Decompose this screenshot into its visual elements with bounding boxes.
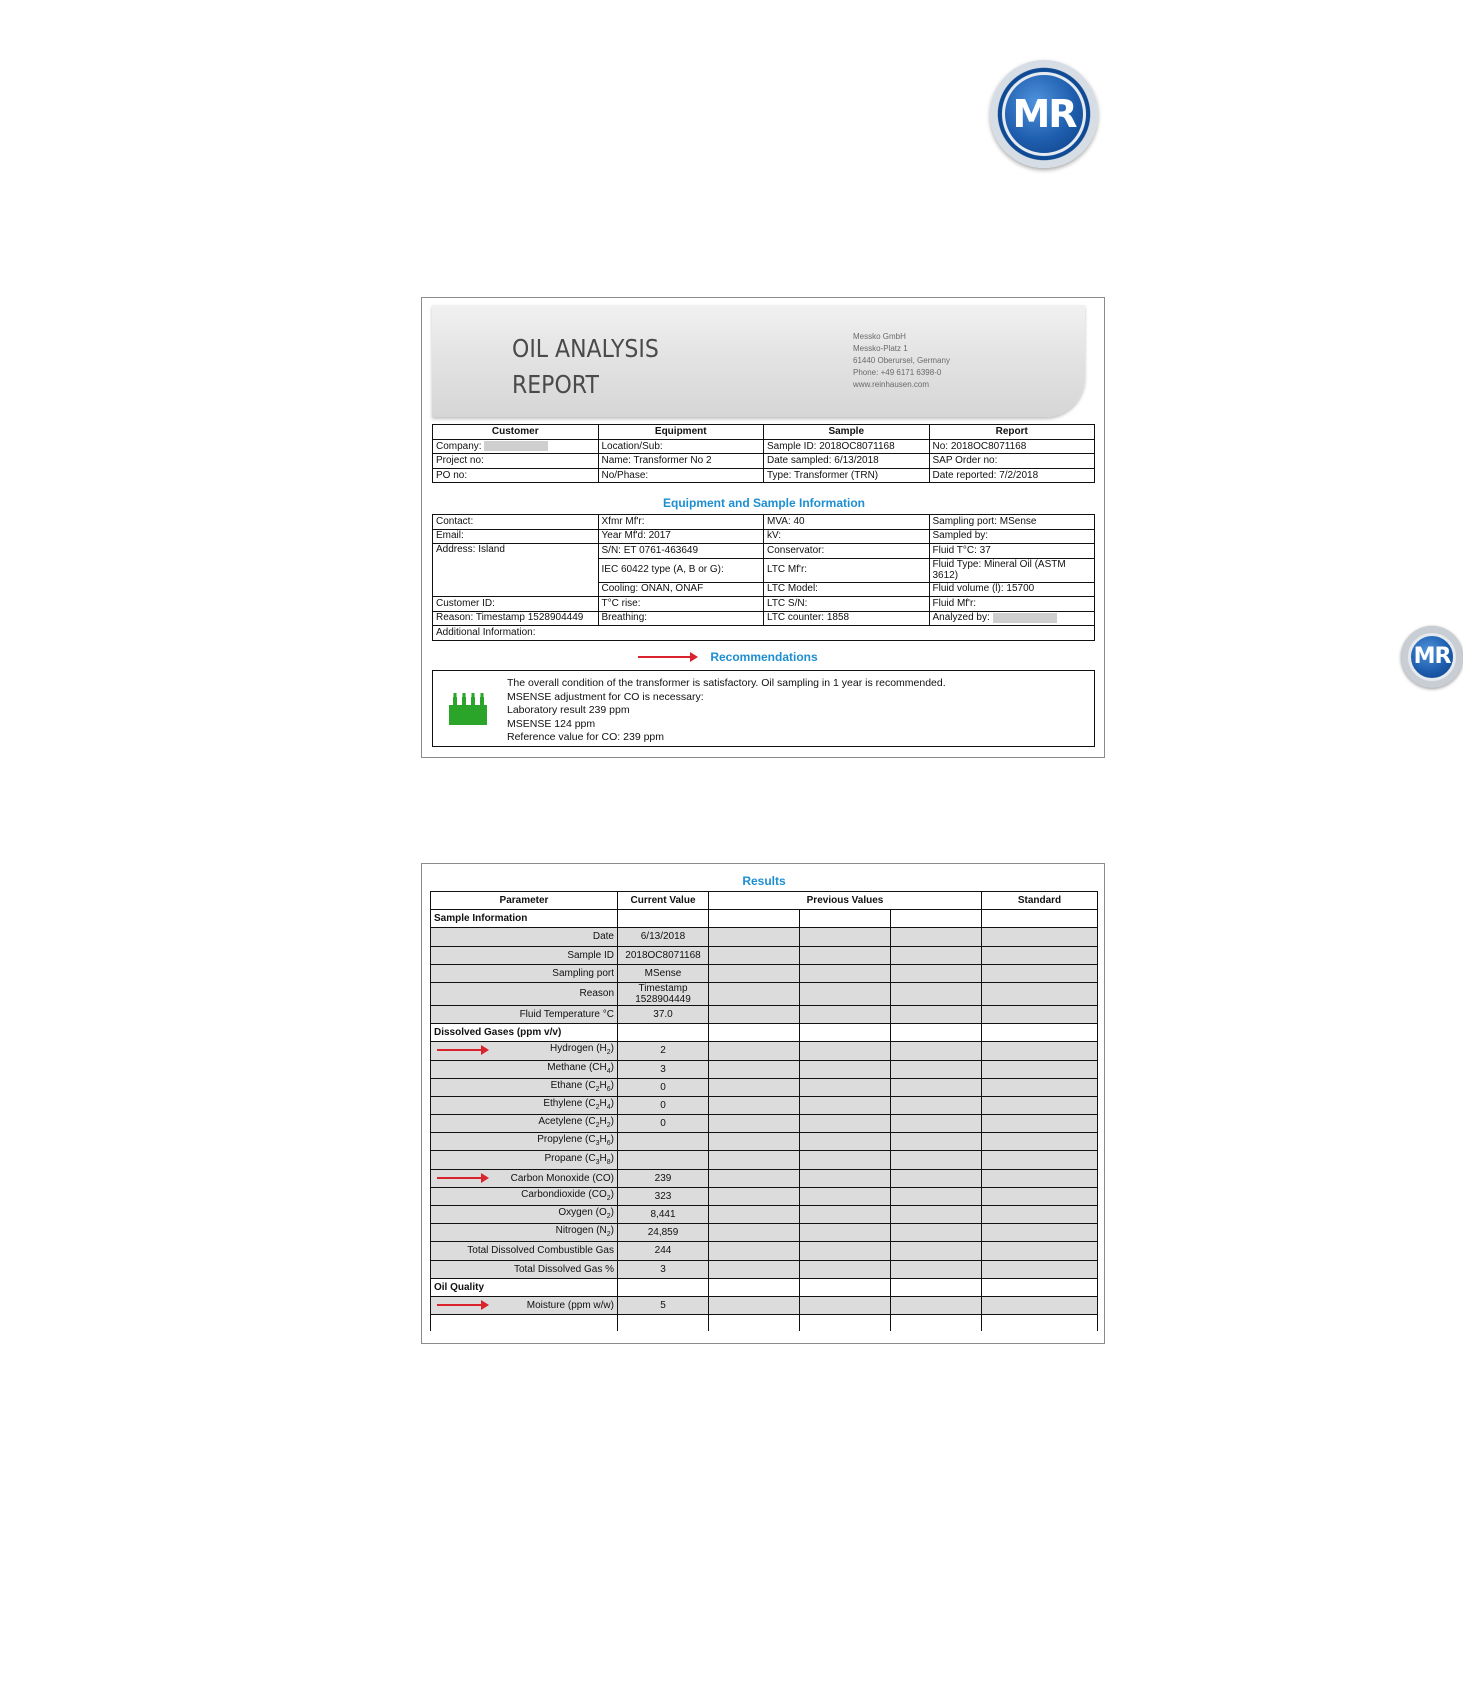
recommendations-text bbox=[507, 677, 946, 745]
cell bbox=[800, 1060, 891, 1078]
results-preview bbox=[421, 863, 1105, 1344]
gas-formula: $(C_3H_8)$ bbox=[585, 1152, 614, 1166]
cell: Name: Transformer No 2 bbox=[598, 454, 764, 469]
cell bbox=[709, 1260, 800, 1278]
cell bbox=[709, 946, 800, 964]
logo-text: MR bbox=[1413, 644, 1451, 670]
section-oil-quality bbox=[431, 1278, 1098, 1296]
report-banner bbox=[432, 305, 1085, 417]
cell bbox=[800, 1224, 891, 1242]
current-value: 5 bbox=[618, 1296, 709, 1314]
cell bbox=[891, 1169, 982, 1187]
banner-logo bbox=[1401, 626, 1463, 688]
address-line: Messko GmbH bbox=[853, 332, 906, 341]
parameter-label bbox=[431, 1296, 618, 1314]
red-arrow-icon bbox=[437, 1177, 487, 1179]
cell bbox=[982, 946, 1098, 964]
cell bbox=[982, 1151, 1098, 1169]
current-value: Timestamp 1528904449 bbox=[618, 982, 709, 1005]
cell bbox=[982, 1260, 1098, 1278]
table-row bbox=[431, 1224, 1098, 1242]
cell bbox=[709, 1296, 800, 1314]
table-row bbox=[431, 1078, 1098, 1096]
cell: Xfmr Mf'r: bbox=[598, 515, 764, 530]
cell bbox=[709, 1278, 800, 1296]
cell bbox=[709, 910, 800, 928]
cell: Additional Information: bbox=[433, 626, 1095, 641]
gas-formula: $(CO_2)$ bbox=[588, 1188, 614, 1202]
report-title-line1: OIL ANALYSIS bbox=[512, 334, 659, 363]
current-value: MSense bbox=[618, 964, 709, 982]
cell bbox=[891, 1296, 982, 1314]
label-text: Sampling port bbox=[552, 967, 614, 979]
gas-name: Hydrogen bbox=[550, 1043, 594, 1055]
cell bbox=[982, 1115, 1098, 1133]
cell bbox=[891, 1096, 982, 1114]
cell bbox=[891, 1206, 982, 1224]
cell bbox=[800, 1133, 891, 1151]
cell: Address: Island bbox=[433, 544, 599, 597]
cell bbox=[800, 910, 891, 928]
cell bbox=[709, 1242, 800, 1260]
gas-name: Ethylene bbox=[543, 1097, 583, 1109]
cell bbox=[982, 964, 1098, 982]
cell bbox=[800, 1096, 891, 1114]
cell: Breathing: bbox=[598, 611, 764, 626]
oil-samples-icon bbox=[449, 691, 487, 725]
cell: SAP Order no: bbox=[929, 454, 1095, 469]
parameter-label bbox=[431, 1005, 618, 1023]
table-row bbox=[431, 1005, 1098, 1023]
table-row bbox=[431, 1060, 1098, 1078]
cell: Email: bbox=[433, 529, 599, 544]
table-row bbox=[431, 1096, 1098, 1114]
cell: Customer ID: bbox=[433, 597, 599, 612]
gas-formula: $(N_2)$ bbox=[596, 1225, 614, 1239]
cell bbox=[800, 982, 891, 1005]
cell: Date reported: 7/2/2018 bbox=[929, 468, 1095, 483]
cell: Fluid volume (l): 15700 bbox=[929, 582, 1095, 597]
cell bbox=[709, 1206, 800, 1224]
gas-name: Nitrogen bbox=[555, 1225, 594, 1237]
cell: Fluid Type: Mineral Oil (ASTM 3612) bbox=[929, 558, 1095, 582]
cell: Project no: bbox=[433, 454, 599, 469]
table-row bbox=[431, 1115, 1098, 1133]
cell bbox=[709, 1078, 800, 1096]
cell: T°C rise: bbox=[598, 597, 764, 612]
cell bbox=[800, 1242, 891, 1260]
cell bbox=[891, 982, 982, 1005]
cell bbox=[891, 1060, 982, 1078]
results-heading: Results bbox=[742, 874, 786, 888]
cell bbox=[891, 1151, 982, 1169]
cell: LTC S/N: bbox=[764, 597, 930, 612]
cell bbox=[800, 1115, 891, 1133]
gas-name: Total Dissolved Gas % bbox=[513, 1263, 614, 1275]
gas-name: Carbondioxide bbox=[521, 1188, 586, 1200]
gas-name: Ethane bbox=[550, 1079, 583, 1091]
cell bbox=[891, 1278, 982, 1296]
cell bbox=[982, 1005, 1098, 1023]
cell: Reason: Timestamp 1528904449 bbox=[433, 611, 599, 626]
current-value: 8,441 bbox=[618, 1206, 709, 1224]
cell bbox=[891, 1078, 982, 1096]
gas-formula: $(C_2H_2)$ bbox=[585, 1116, 614, 1130]
cell bbox=[433, 439, 599, 454]
parameter-label bbox=[431, 946, 618, 964]
current-value bbox=[618, 1133, 709, 1151]
cell bbox=[982, 1169, 1098, 1187]
cell bbox=[891, 1224, 982, 1242]
parameter-label bbox=[431, 1169, 618, 1187]
cell: No: 2018OC8071168 bbox=[929, 439, 1095, 454]
cell: Contact: bbox=[433, 515, 599, 530]
gas-name: Acetylene bbox=[538, 1116, 583, 1128]
cell bbox=[982, 1315, 1098, 1331]
cell: Sampled by: bbox=[929, 529, 1095, 544]
current-value: 3 bbox=[618, 1260, 709, 1278]
cell bbox=[709, 1133, 800, 1151]
cell bbox=[800, 1206, 891, 1224]
report-title bbox=[512, 331, 659, 403]
cell bbox=[982, 1060, 1098, 1078]
cell bbox=[800, 1078, 891, 1096]
cell bbox=[800, 1151, 891, 1169]
parameter-label bbox=[431, 1151, 618, 1169]
cell: LTC counter: 1858 bbox=[764, 611, 930, 626]
company-address bbox=[853, 331, 950, 391]
recommendation-line: Reference value for CO: 239 ppm bbox=[507, 731, 664, 743]
current-value: 24,859 bbox=[618, 1224, 709, 1242]
parameter-label bbox=[431, 964, 618, 982]
logo-text: MR bbox=[1012, 91, 1076, 136]
parameter-label bbox=[431, 1242, 618, 1260]
cell bbox=[982, 1024, 1098, 1042]
cell bbox=[982, 1187, 1098, 1205]
cell bbox=[709, 964, 800, 982]
cell bbox=[800, 946, 891, 964]
label-text: Moisture (ppm w/w) bbox=[526, 1300, 614, 1312]
results-body bbox=[431, 910, 1098, 1331]
analyzed-by-label: Analyzed by: bbox=[932, 612, 990, 624]
cell: Sample ID: 2018OC8071168 bbox=[764, 439, 930, 454]
cell bbox=[800, 1187, 891, 1205]
cell bbox=[982, 982, 1098, 1005]
cell bbox=[929, 611, 1095, 626]
col-customer: Customer bbox=[433, 425, 599, 440]
redacted-value bbox=[993, 613, 1057, 623]
cell bbox=[709, 1115, 800, 1133]
table-row bbox=[431, 964, 1098, 982]
table-row bbox=[431, 1260, 1098, 1278]
cell bbox=[891, 1115, 982, 1133]
parameter-label bbox=[431, 982, 618, 1005]
current-value: 0 bbox=[618, 1078, 709, 1096]
table-row bbox=[431, 1133, 1098, 1151]
recommendations-heading: Recommendations bbox=[710, 650, 818, 664]
cell: PO no: bbox=[433, 468, 599, 483]
report-title-line2: REPORT bbox=[512, 370, 599, 399]
parameter-label bbox=[431, 1096, 618, 1114]
recommendation-line: The overall condition of the transformer is satisfactory. Oil sampling in 1 year is recommended. bbox=[507, 677, 946, 689]
table-row bbox=[431, 1206, 1098, 1224]
table-row bbox=[431, 1151, 1098, 1169]
cell: kV: bbox=[764, 529, 930, 544]
cell bbox=[982, 1242, 1098, 1260]
cell bbox=[800, 1042, 891, 1060]
cell bbox=[800, 1296, 891, 1314]
cell bbox=[891, 1005, 982, 1023]
cell bbox=[709, 1224, 800, 1242]
recommendations-box bbox=[432, 670, 1095, 747]
col-previous-values: Previous Values bbox=[709, 892, 982, 910]
cell bbox=[891, 946, 982, 964]
parameter-label bbox=[431, 1187, 618, 1205]
cell: IEC 60422 type (A, B or G): bbox=[598, 558, 764, 582]
label-text: Sample ID bbox=[567, 949, 614, 961]
cell bbox=[709, 1024, 800, 1042]
cell: Type: Transformer (TRN) bbox=[764, 468, 930, 483]
cell bbox=[891, 1315, 982, 1331]
cell: LTC Mf'r: bbox=[764, 558, 930, 582]
cell bbox=[891, 928, 982, 946]
cell bbox=[709, 1005, 800, 1023]
parameter-label bbox=[431, 1133, 618, 1151]
recommendation-line: Laboratory result 239 ppm bbox=[507, 704, 630, 716]
cell bbox=[618, 1024, 709, 1042]
current-value: 3 bbox=[618, 1060, 709, 1078]
current-value: 37.0 bbox=[618, 1005, 709, 1023]
current-value: 239 bbox=[618, 1169, 709, 1187]
current-value bbox=[618, 1151, 709, 1169]
cell bbox=[709, 1187, 800, 1205]
gas-name: Propane bbox=[544, 1152, 583, 1164]
recommendation-line: MSENSE adjustment for CO is necessary: bbox=[507, 690, 704, 703]
cell: Year Mf'd: 2017 bbox=[598, 529, 764, 544]
gas-name: Methane bbox=[547, 1061, 587, 1073]
cell bbox=[618, 1278, 709, 1296]
gas-formula: $(C_2H_6)$ bbox=[585, 1079, 614, 1093]
col-parameter: Parameter bbox=[431, 892, 618, 910]
gas-formula: $(C_3H_6)$ bbox=[585, 1134, 614, 1148]
cell bbox=[891, 1024, 982, 1042]
cell bbox=[982, 1078, 1098, 1096]
cell bbox=[982, 1042, 1098, 1060]
report-preview bbox=[421, 297, 1451, 758]
section-label: Dissolved Gases (ppm v/v) bbox=[431, 1024, 618, 1042]
cell bbox=[709, 928, 800, 946]
cell bbox=[982, 1224, 1098, 1242]
cell bbox=[982, 1133, 1098, 1151]
cell: MVA: 40 bbox=[764, 515, 930, 530]
cell bbox=[982, 1296, 1098, 1314]
col-equipment: Equipment bbox=[598, 425, 764, 440]
table-row bbox=[431, 1242, 1098, 1260]
cell: Fluid Mf'r: bbox=[929, 597, 1095, 612]
table-row bbox=[431, 1042, 1098, 1060]
red-arrow-icon bbox=[437, 1304, 487, 1306]
col-report: Report bbox=[929, 425, 1095, 440]
cell: LTC Model: bbox=[764, 582, 930, 597]
cell bbox=[618, 1315, 709, 1331]
cell bbox=[709, 1042, 800, 1060]
col-current-value: Current Value bbox=[618, 892, 709, 910]
cell: Fluid T°C: 37 bbox=[929, 544, 1095, 559]
parameter-label bbox=[431, 1078, 618, 1096]
table-row bbox=[431, 946, 1098, 964]
section-dissolved-gases bbox=[431, 1024, 1098, 1042]
cell bbox=[709, 1169, 800, 1187]
cell bbox=[800, 1315, 891, 1331]
cell bbox=[800, 1169, 891, 1187]
gas-name: Propylene bbox=[537, 1134, 583, 1146]
cell bbox=[800, 1260, 891, 1278]
parameter-label bbox=[431, 1115, 618, 1133]
col-sample: Sample bbox=[764, 425, 930, 440]
address-line: www.reinhausen.com bbox=[853, 380, 930, 389]
cell: Sampling port: MSense bbox=[929, 515, 1095, 530]
report-summary-table bbox=[432, 424, 1095, 483]
address-line: 61440 Oberursel, Germany bbox=[853, 356, 950, 365]
gas-name: Oxygen bbox=[558, 1207, 593, 1219]
red-arrow-icon bbox=[437, 1049, 487, 1051]
cell bbox=[891, 1260, 982, 1278]
cell bbox=[709, 1315, 800, 1331]
cell: Date sampled: 6/13/2018 bbox=[764, 454, 930, 469]
table-row bbox=[431, 1296, 1098, 1314]
cell bbox=[982, 1206, 1098, 1224]
gas-name: Total Dissolved Combustible Gas bbox=[467, 1245, 614, 1257]
cell bbox=[982, 910, 1098, 928]
current-value: 323 bbox=[618, 1187, 709, 1205]
current-value: 244 bbox=[618, 1242, 709, 1260]
cell: Location/Sub: bbox=[598, 439, 764, 454]
cell bbox=[891, 1187, 982, 1205]
label-text: Date bbox=[592, 931, 614, 943]
table-row bbox=[431, 928, 1098, 946]
parameter-label bbox=[431, 1260, 618, 1278]
results-table bbox=[430, 891, 1098, 1331]
cell bbox=[800, 1278, 891, 1296]
cell bbox=[800, 964, 891, 982]
cell bbox=[891, 910, 982, 928]
address-line: Phone: +49 6171 6398-0 bbox=[853, 368, 942, 377]
parameter-label bbox=[431, 1206, 618, 1224]
col-standard: Standard bbox=[982, 892, 1098, 910]
cell bbox=[800, 1005, 891, 1023]
section-label: Sample Information bbox=[431, 910, 618, 928]
current-value: 2018OC8071168 bbox=[618, 946, 709, 964]
current-value: 6/13/2018 bbox=[618, 928, 709, 946]
cell: Conservator: bbox=[764, 544, 930, 559]
section-label: Oil Quality bbox=[431, 1278, 618, 1296]
table-row bbox=[431, 1315, 1098, 1331]
recommendation-line: MSENSE 124 ppm bbox=[507, 717, 596, 730]
cell bbox=[709, 1151, 800, 1169]
cell bbox=[800, 1024, 891, 1042]
gas-name: Carbon Monoxide bbox=[510, 1172, 590, 1184]
parameter-label bbox=[431, 928, 618, 946]
cell bbox=[891, 1242, 982, 1260]
section-sample-information bbox=[431, 910, 1098, 928]
cell bbox=[709, 1096, 800, 1114]
gas-formula: $(CH_4)$ bbox=[588, 1061, 614, 1075]
current-value: 0 bbox=[618, 1115, 709, 1133]
cell bbox=[982, 1278, 1098, 1296]
current-value: 0 bbox=[618, 1096, 709, 1114]
cell bbox=[891, 1133, 982, 1151]
gas-formula: $(H_2)$ bbox=[596, 1043, 614, 1057]
company-logo bbox=[990, 60, 1098, 168]
parameter-label bbox=[431, 1224, 618, 1242]
cell: Cooling: ONAN, ONAF bbox=[598, 582, 764, 597]
cell: S/N: ET 0761-463649 bbox=[598, 544, 764, 559]
equipment-heading: Equipment and Sample Information bbox=[662, 496, 865, 510]
cell bbox=[618, 910, 709, 928]
cell bbox=[709, 1060, 800, 1078]
equipment-table bbox=[432, 514, 1095, 641]
gas-formula: (CO) bbox=[592, 1172, 614, 1184]
label-text: Fluid Temperature °C bbox=[519, 1009, 614, 1021]
table-row bbox=[431, 1187, 1098, 1205]
cell bbox=[982, 928, 1098, 946]
parameter-label bbox=[431, 1060, 618, 1078]
address-line: Messko-Platz 1 bbox=[853, 344, 908, 353]
table-row bbox=[431, 1169, 1098, 1187]
cell bbox=[982, 1096, 1098, 1114]
redacted-value bbox=[484, 441, 548, 451]
cell bbox=[800, 928, 891, 946]
label-text: Reason bbox=[579, 988, 614, 1000]
cell bbox=[891, 964, 982, 982]
table-row bbox=[431, 982, 1098, 1005]
company-label: Company: bbox=[436, 440, 482, 452]
cell bbox=[431, 1315, 618, 1331]
gas-formula: $(C_2H_4)$ bbox=[585, 1097, 614, 1111]
cell bbox=[891, 1042, 982, 1060]
gas-formula: $(O_2)$ bbox=[595, 1207, 614, 1221]
parameter-label bbox=[431, 1042, 618, 1060]
current-value: 2 bbox=[618, 1042, 709, 1060]
cell: No/Phase: bbox=[598, 468, 764, 483]
cell bbox=[709, 982, 800, 1005]
